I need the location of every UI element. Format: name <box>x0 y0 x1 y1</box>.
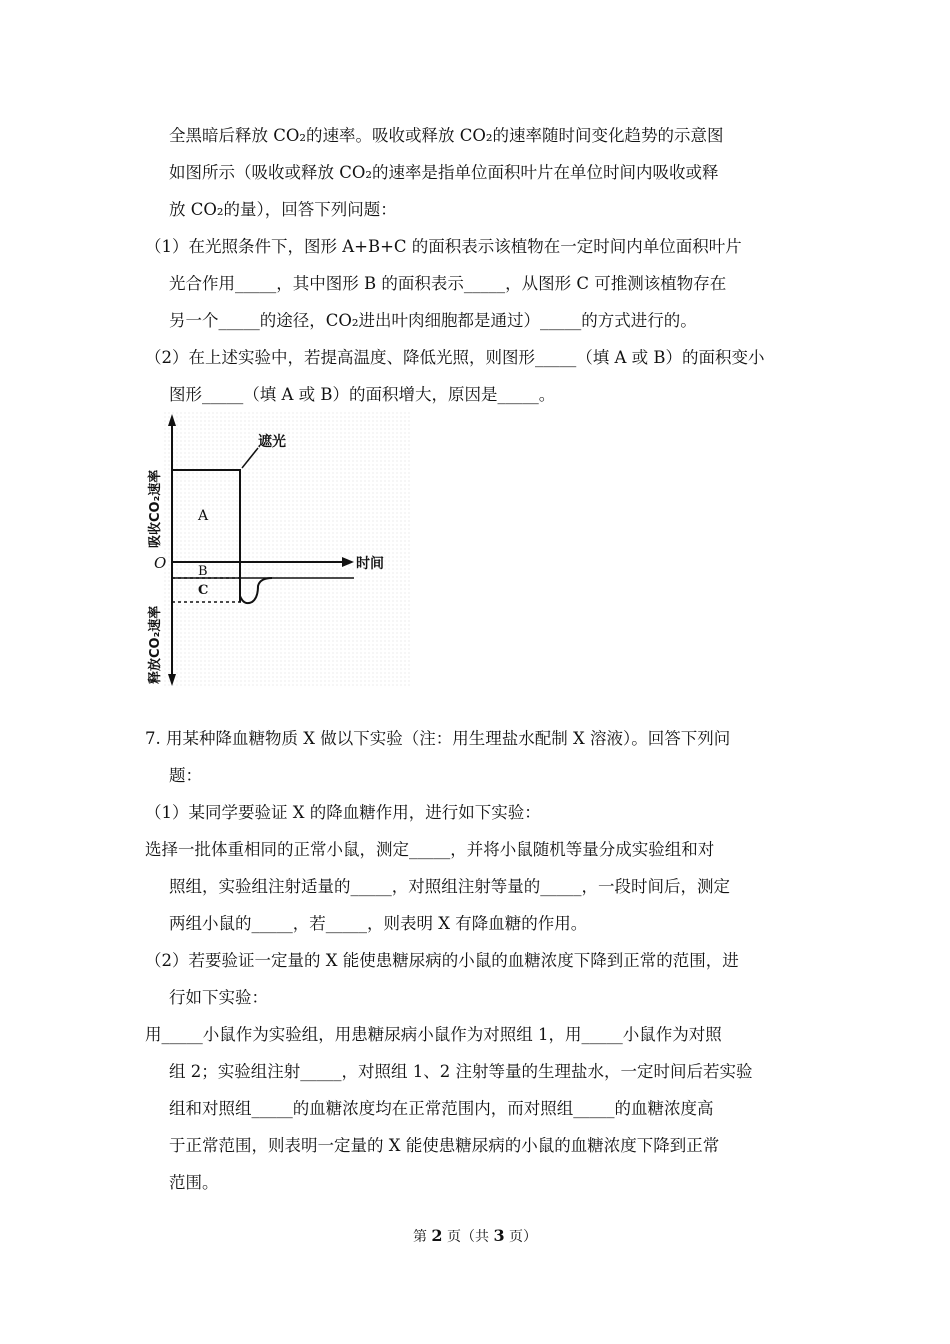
text-line: 放 CO₂的量），回答下列问题： <box>169 200 397 219</box>
diagram-background <box>162 412 410 688</box>
page-footer <box>0 1226 950 1246</box>
text-line: 范围。 <box>169 1173 219 1192</box>
text-line: 选择一批体重相同的正常小鼠，测定_____，并将小鼠随机等量分成实验组和对 <box>145 840 715 859</box>
text-line: 用_____小鼠作为实验组，用患糖尿病小鼠作为对照组 1，用_____小鼠作为对照 <box>145 1025 722 1044</box>
footer-prefix: 第 <box>412 1229 427 1245</box>
footer-total-pages: 3 <box>493 1226 505 1245</box>
footer-page-number: 2 <box>431 1226 443 1245</box>
text-line: 另一个_____的途径，CO₂进出叶肉细胞都是通过）_____的方式进行的。 <box>169 311 697 330</box>
text-line: 两组小鼠的_____，若_____，则表明 X 有降血糖的作用。 <box>169 914 588 933</box>
text-line: 行如下实验： <box>169 988 268 1007</box>
text-line: 题： <box>169 766 202 785</box>
text-line: 7. 用某种降血糖物质 X 做以下实验（注：用生理盐水配制 X 溶液）。回答下列问 <box>145 729 731 748</box>
text-line: 如图所示（吸收或释放 CO₂的速率是指单位面积叶片在单位时间内吸收或释 <box>169 163 719 182</box>
region-b-label: B <box>198 564 208 579</box>
footer-suffix: 页） <box>509 1229 538 1245</box>
footer-mid: 页（共 <box>447 1229 489 1245</box>
text-line: 组 2；实验组注射_____，对照组 1、2 注射等量的生理盐水，一定时间后若实验 <box>169 1062 753 1081</box>
text-line: （1）在光照条件下，图形 A+B+C 的面积表示该植物在一定时间内单位面积叶片 <box>145 237 742 256</box>
text-line: 全黑暗后释放 CO₂的速率。吸收或释放 CO₂的速率随时间变化趋势的示意图 <box>169 126 724 145</box>
origin-label: O <box>154 554 167 572</box>
y-axis-label-top: 吸收CO₂速率 <box>148 469 163 548</box>
region-a-label: A <box>198 508 209 524</box>
text-line: 图形_____（填 A 或 B）的面积增大，原因是_____。 <box>169 385 556 404</box>
region-c-label: C <box>198 583 209 598</box>
x-axis-label: 时间 <box>356 556 384 572</box>
text-line: 照组，实验组注射适量的_____，对照组注射等量的_____，一段时间后，测定 <box>169 877 730 896</box>
co2-rate-diagram <box>140 412 412 688</box>
text-line: 组和对照组_____的血糖浓度均在正常范围内，而对照组_____的血糖浓度高 <box>169 1099 714 1118</box>
text-line: 于正常范围，则表明一定量的 X 能使患糖尿病的小鼠的血糖浓度下降到正常 <box>169 1136 720 1155</box>
text-line: （2）在上述实验中，若提高温度、降低光照，则图形_____（填 A 或 B）的面积变小 <box>145 348 765 367</box>
text-line: （2）若要验证一定量的 X 能使患糖尿病的小鼠的血糖浓度下降到正常的范围，进 <box>145 951 739 970</box>
y-axis-label-bottom: 释放CO₂速率 <box>148 605 163 684</box>
text-line: （1）某同学要验证 X 的降血糖作用，进行如下实验： <box>145 803 541 822</box>
annotation-label: 遮光 <box>258 434 286 450</box>
text-line: 光合作用_____，其中图形 B 的面积表示_____，从图形 C 可推测该植物存在 <box>169 274 727 293</box>
